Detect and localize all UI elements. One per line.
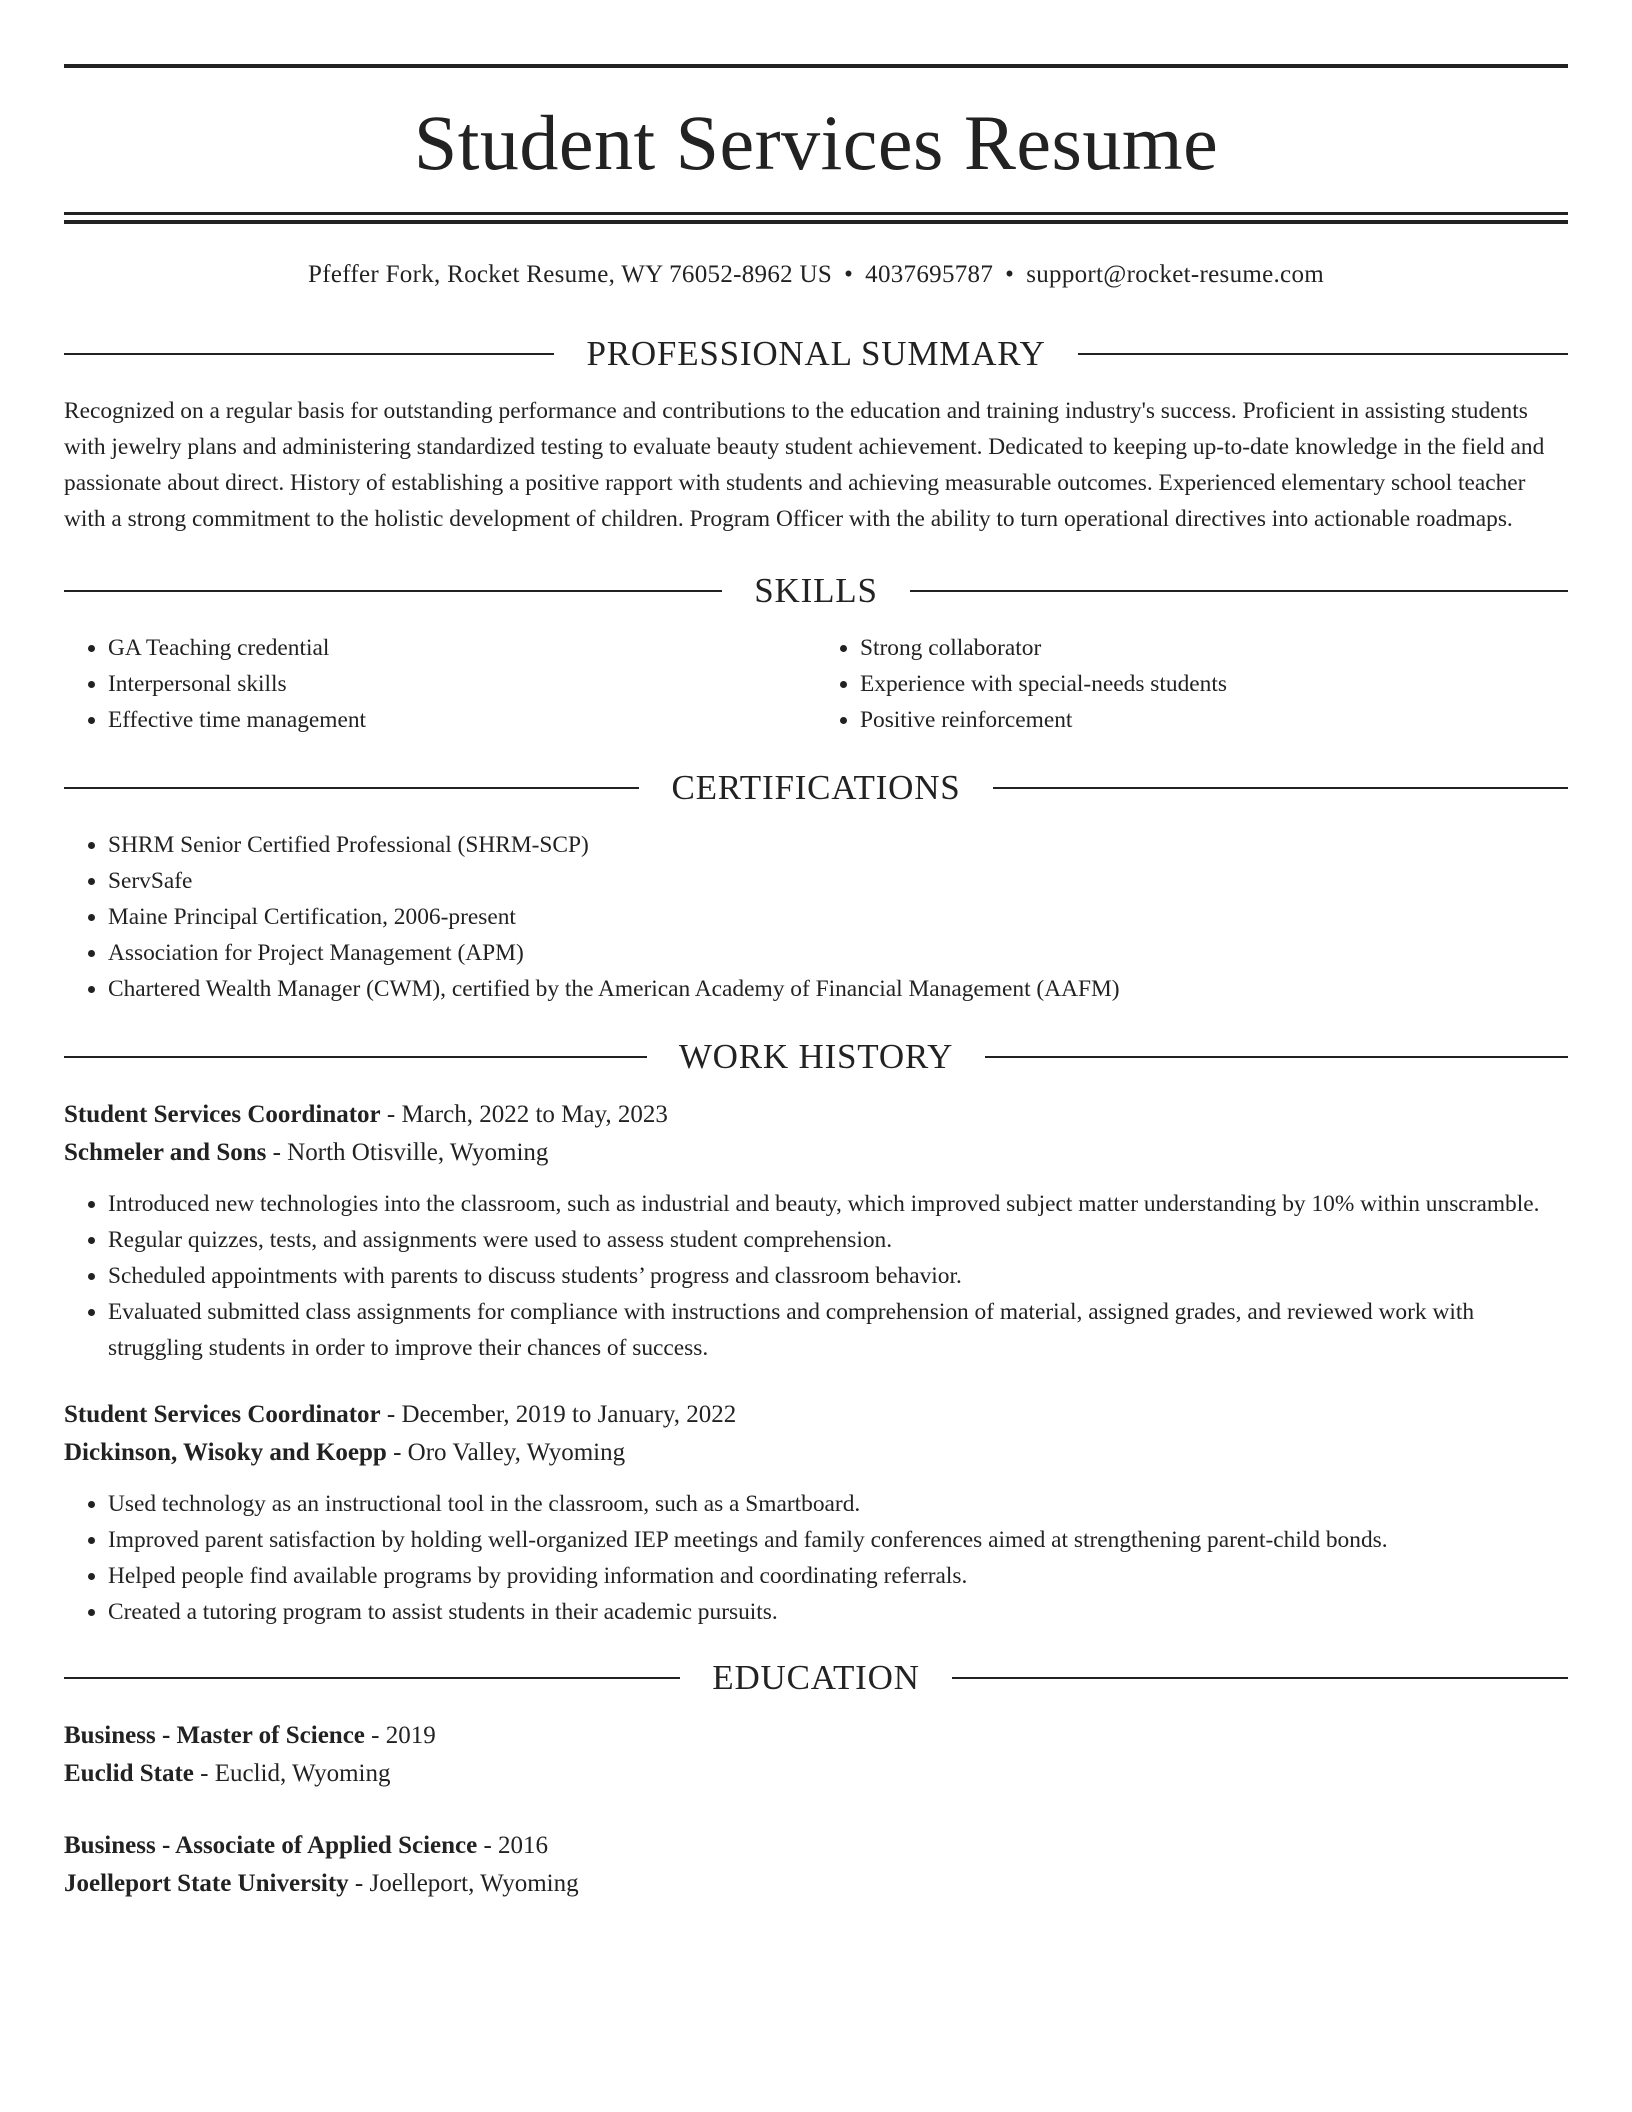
- certification-item: • Association for Project Management (APM): [108, 935, 1568, 971]
- contact-email[interactable]: support@rocket-resume.com: [1026, 261, 1324, 288]
- education-degree: Business - Master of Science: [64, 1722, 365, 1749]
- job-bullet: • Introduced new technologies into the classroom, such as industrial and beauty, which improved subject matter understanding by 10% within unscramble.: [108, 1186, 1568, 1222]
- job-company-line: [64, 1134, 1568, 1172]
- job-dates: - March, 2022 to May, 2023: [380, 1101, 668, 1128]
- certification-item: • Maine Principal Certification, 2006-present: [108, 899, 1568, 935]
- job-bullet: • Evaluated submitted class assignments for compliance with instructions and comprehension of material, assigned grades, and reviewed work with struggling students in order to improve their chances of success.: [108, 1294, 1568, 1366]
- skill-item: • Effective time management: [108, 702, 816, 738]
- section-title-certifications: CERTIFICATIONS: [671, 768, 961, 807]
- heading-rule: [64, 787, 639, 789]
- heading-rule: [1078, 353, 1568, 355]
- contact-address: Pfeffer Fork, Rocket Resume, WY 76052-8962 US: [307, 261, 833, 288]
- job-bullets: [64, 1486, 1568, 1630]
- title-double-rule: [64, 212, 1568, 224]
- heading-rule: [910, 590, 1568, 592]
- job-company: Dickinson, Wisoky and Koepp: [64, 1439, 387, 1466]
- certifications-list: [64, 827, 1568, 1007]
- section-heading-work: [64, 1039, 1568, 1074]
- section-title-skills: SKILLS: [754, 571, 878, 610]
- heading-rule: [64, 1056, 647, 1058]
- job-bullet: • Regular quizzes, tests, and assignments were used to assess student comprehension.: [108, 1222, 1568, 1258]
- job-entry: [64, 1396, 1568, 1630]
- job-entry: [64, 1096, 1568, 1366]
- job-company: Schmeler and Sons: [64, 1139, 267, 1166]
- heading-rule: [64, 353, 554, 355]
- certification-item: • SHRM Senior Certified Professional (SHRM-SCP): [108, 827, 1568, 863]
- skills-column-right: [816, 630, 1568, 738]
- contact-phone: 4037695787: [865, 261, 994, 288]
- contact-line: [64, 260, 1568, 290]
- education-year: - 2019: [364, 1722, 436, 1749]
- education-school: Euclid State: [64, 1760, 194, 1787]
- heading-rule: [952, 1677, 1568, 1679]
- job-bullet: • Scheduled appointments with parents to discuss students’ progress and classroom behavior.: [108, 1258, 1568, 1294]
- job-company-line: [64, 1434, 1568, 1472]
- job-dates: - December, 2019 to January, 2022: [380, 1401, 737, 1428]
- section-heading-skills: [64, 573, 1568, 608]
- skills-column-left: [64, 630, 816, 738]
- job-title: Student Services Coordinator: [64, 1101, 381, 1128]
- education-location: - Joelleport, Wyoming: [348, 1870, 579, 1897]
- heading-rule: [64, 1677, 680, 1679]
- education-school-line: [64, 1865, 1568, 1903]
- heading-rule: [993, 787, 1568, 789]
- certification-item: • ServSafe: [108, 863, 1568, 899]
- section-title-education: EDUCATION: [712, 1658, 920, 1697]
- job-title-line: [64, 1396, 1568, 1434]
- education-degree: Business - Associate of Applied Science: [64, 1832, 478, 1859]
- section-title-summary: PROFESSIONAL SUMMARY: [586, 334, 1046, 373]
- section-heading-certifications: [64, 770, 1568, 805]
- job-bullet: • Improved parent satisfaction by holding well-organized IEP meetings and family conferences aimed at strengthening parent-child bonds.: [108, 1522, 1568, 1558]
- top-rule: [64, 64, 1568, 68]
- skills-list: [64, 630, 1568, 738]
- job-title: Student Services Coordinator: [64, 1401, 381, 1428]
- education-degree-line: [64, 1827, 1568, 1865]
- education-entry: [64, 1717, 1568, 1793]
- certification-item: • Chartered Wealth Manager (CWM), certified by the American Academy of Financial Management (AAFM): [108, 971, 1568, 1007]
- education-school-line: [64, 1755, 1568, 1793]
- heading-rule: [985, 1056, 1568, 1058]
- contact-separator: •: [1005, 261, 1015, 288]
- job-title-line: [64, 1096, 1568, 1134]
- skill-item: • Positive reinforcement: [860, 702, 1568, 738]
- heading-rule: [64, 590, 722, 592]
- education-entry: [64, 1827, 1568, 1903]
- job-location: - Oro Valley, Wyoming: [386, 1439, 626, 1466]
- section-heading-summary: [64, 336, 1568, 371]
- education-location: - Euclid, Wyoming: [193, 1760, 391, 1787]
- education-year: - 2016: [477, 1832, 549, 1859]
- skill-item: • Experience with special-needs students: [860, 666, 1568, 702]
- page-title: Student Services Resume: [413, 99, 1219, 186]
- skill-item: • Strong collaborator: [860, 630, 1568, 666]
- education-school: Joelleport State University: [64, 1870, 349, 1897]
- skill-item: • GA Teaching credential: [108, 630, 816, 666]
- job-bullets: [64, 1186, 1568, 1366]
- job-bullet: • Used technology as an instructional tool in the classroom, such as a Smartboard.: [108, 1486, 1568, 1522]
- education-degree-line: [64, 1717, 1568, 1755]
- contact-separator: •: [844, 261, 854, 288]
- skill-item: • Interpersonal skills: [108, 666, 816, 702]
- section-heading-education: [64, 1660, 1568, 1695]
- job-bullet: • Helped people find available programs by providing information and coordinating referrals.: [108, 1558, 1568, 1594]
- job-bullet: • Created a tutoring program to assist students in their academic pursuits.: [108, 1594, 1568, 1630]
- section-title-work: WORK HISTORY: [678, 1037, 954, 1076]
- job-location: - North Otisville, Wyoming: [266, 1139, 549, 1166]
- summary-text: Recognized on a regular basis for outstanding performance and contributions to the education and training industry's success. Proficient in assisting students with jewelry plans and administering standardized testing to evaluate beauty student achievement. Dedicated to keeping up-to-date knowledge in the field and passionate about direct. History of establishing a positive rapport with students and achieving measurable outcomes. Experienced elementary school teacher with a strong commitment to the holistic development of children. Program Officer with the ability to turn operational directives into actionable roadmaps.: [64, 398, 1545, 532]
